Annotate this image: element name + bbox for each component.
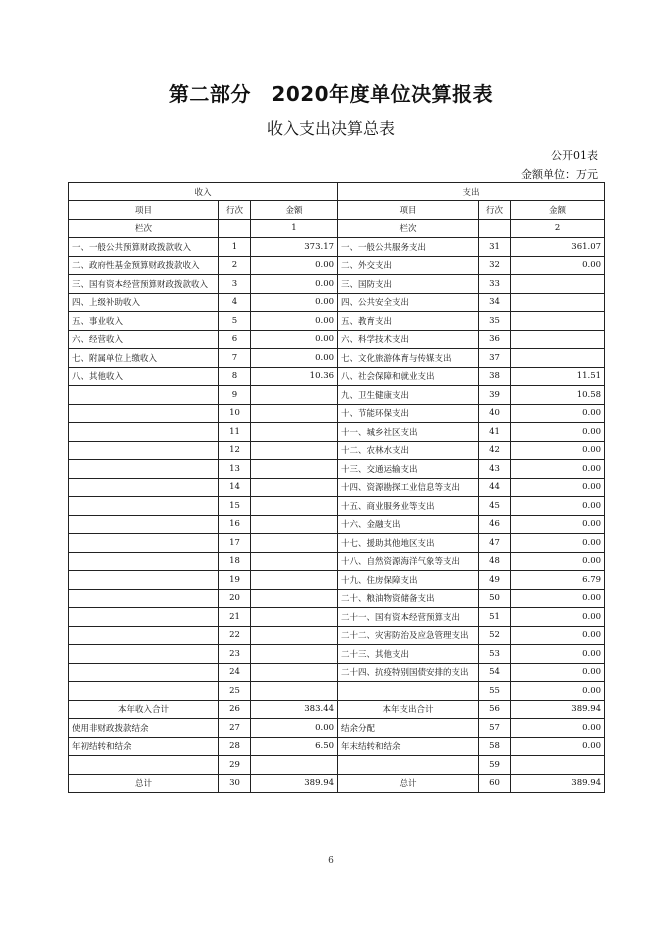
- expense-line-cell: 43: [479, 460, 511, 479]
- income-amount-cell: 0.00: [251, 275, 338, 294]
- income-column-blank: [219, 219, 251, 238]
- income-line-cell: 24: [219, 663, 251, 682]
- expense-item-cell: [338, 756, 479, 775]
- income-item-cell: [69, 404, 219, 423]
- expense-amount-cell: 11.51: [511, 367, 605, 386]
- income-amount-header: 金额: [251, 201, 338, 220]
- expense-item-cell: 三、国防支出: [338, 275, 479, 294]
- expense-amount-cell: 0.00: [511, 497, 605, 516]
- expense-line-cell: 60: [479, 774, 511, 793]
- income-line-cell: 20: [219, 589, 251, 608]
- table-row: [69, 386, 605, 405]
- table-row: [69, 626, 605, 645]
- income-amount-cell: [251, 423, 338, 442]
- table-row: [69, 367, 605, 386]
- income-item-cell: 八、其他收入: [69, 367, 219, 386]
- expense-line-cell: 53: [479, 645, 511, 664]
- expense-line-cell: 51: [479, 608, 511, 627]
- income-item-cell: 二、政府性基金预算财政拨款收入: [69, 256, 219, 275]
- income-line-cell: 2: [219, 256, 251, 275]
- expense-section-header: 支出: [338, 183, 605, 201]
- expense-line-cell: 35: [479, 312, 511, 331]
- income-amount-cell: 373.17: [251, 238, 338, 257]
- table-row: [69, 645, 605, 664]
- income-line-cell: 29: [219, 756, 251, 775]
- expense-item-cell: 十三、交通运输支出: [338, 460, 479, 479]
- income-line-header: 行次: [219, 201, 251, 220]
- income-amount-cell: [251, 552, 338, 571]
- income-item-cell: 使用非财政拨款结余: [69, 719, 219, 738]
- table-row: [69, 719, 605, 738]
- table-row: [69, 404, 605, 423]
- expense-item-cell: 十四、资源勘探工业信息等支出: [338, 478, 479, 497]
- expense-item-cell: 年末结转和结余: [338, 737, 479, 756]
- expense-line-cell: 59: [479, 756, 511, 775]
- income-amount-cell: 6.50: [251, 737, 338, 756]
- expense-column-blank: [479, 219, 511, 238]
- expense-line-cell: 55: [479, 682, 511, 701]
- expense-item-cell: 四、公共安全支出: [338, 293, 479, 312]
- income-line-cell: 28: [219, 737, 251, 756]
- income-item-header: 项目: [69, 201, 219, 220]
- expense-line-cell: 41: [479, 423, 511, 442]
- expense-line-cell: 40: [479, 404, 511, 423]
- income-amount-cell: 0.00: [251, 719, 338, 738]
- expense-item-cell: 九、卫生健康支出: [338, 386, 479, 405]
- table-row: [69, 497, 605, 516]
- expense-item-cell: 十五、商业服务业等支出: [338, 497, 479, 516]
- expense-amount-cell: [511, 293, 605, 312]
- expense-item-cell: 二十一、国有资本经营预算支出: [338, 608, 479, 627]
- income-line-cell: 26: [219, 700, 251, 719]
- table-row: [69, 774, 605, 793]
- expense-line-cell: 48: [479, 552, 511, 571]
- income-line-cell: 5: [219, 312, 251, 331]
- income-amount-cell: 0.00: [251, 330, 338, 349]
- expense-line-cell: 58: [479, 737, 511, 756]
- expense-line-cell: 36: [479, 330, 511, 349]
- expense-item-cell: 二十四、抗疫特别国债安排的支出: [338, 663, 479, 682]
- table-row: [69, 756, 605, 775]
- expense-amount-cell: [511, 312, 605, 331]
- expense-amount-cell: 0.00: [511, 423, 605, 442]
- income-item-cell: [69, 552, 219, 571]
- income-amount-cell: [251, 589, 338, 608]
- table-row: [69, 312, 605, 331]
- income-item-cell: [69, 756, 219, 775]
- income-amount-cell: 0.00: [251, 312, 338, 331]
- income-item-cell: 七、附属单位上缴收入: [69, 349, 219, 368]
- expense-line-cell: 37: [479, 349, 511, 368]
- expense-item-cell: 总计: [338, 774, 479, 793]
- income-item-cell: [69, 663, 219, 682]
- table-row: [69, 441, 605, 460]
- income-amount-cell: [251, 478, 338, 497]
- income-amount-cell: [251, 497, 338, 516]
- expense-line-cell: 47: [479, 534, 511, 553]
- income-item-cell: [69, 460, 219, 479]
- income-amount-cell: 0.00: [251, 349, 338, 368]
- table-row: [69, 238, 605, 257]
- income-item-cell: 五、事业收入: [69, 312, 219, 331]
- income-line-cell: 25: [219, 682, 251, 701]
- expense-item-cell: 六、科学技术支出: [338, 330, 479, 349]
- expense-item-cell: 十一、城乡社区支出: [338, 423, 479, 442]
- income-line-cell: 21: [219, 608, 251, 627]
- table-row: [69, 571, 605, 590]
- expense-line-cell: 57: [479, 719, 511, 738]
- expense-item-cell: [338, 682, 479, 701]
- income-amount-cell: [251, 682, 338, 701]
- expense-line-cell: 56: [479, 700, 511, 719]
- expense-item-cell: 二十二、灾害防治及应急管理支出: [338, 626, 479, 645]
- income-section-header: 收入: [69, 183, 338, 201]
- expense-line-cell: 49: [479, 571, 511, 590]
- expense-amount-cell: 0.00: [511, 515, 605, 534]
- table-row: [69, 515, 605, 534]
- income-item-cell: [69, 423, 219, 442]
- income-line-cell: 30: [219, 774, 251, 793]
- expense-amount-cell: 0.00: [511, 719, 605, 738]
- expense-amount-cell: [511, 330, 605, 349]
- expense-amount-cell: 0.00: [511, 737, 605, 756]
- expense-amount-cell: 0.00: [511, 478, 605, 497]
- expense-line-cell: 46: [479, 515, 511, 534]
- expense-amount-cell: 0.00: [511, 663, 605, 682]
- income-expense-table: [68, 182, 605, 793]
- income-line-cell: 16: [219, 515, 251, 534]
- expense-item-cell: 七、文化旅游体育与传媒支出: [338, 349, 479, 368]
- income-item-cell: [69, 534, 219, 553]
- income-line-cell: 22: [219, 626, 251, 645]
- income-amount-cell: [251, 663, 338, 682]
- income-item-cell: [69, 515, 219, 534]
- table-row: [69, 478, 605, 497]
- income-line-cell: 7: [219, 349, 251, 368]
- income-item-cell: [69, 589, 219, 608]
- expense-column-number: 2: [511, 219, 605, 238]
- expense-amount-cell: 389.94: [511, 700, 605, 719]
- expense-item-cell: 十二、农林水支出: [338, 441, 479, 460]
- table-row: [69, 534, 605, 553]
- expense-item-cell: 一、一般公共服务支出: [338, 238, 479, 257]
- table-row: [69, 330, 605, 349]
- income-amount-cell: [251, 515, 338, 534]
- table-row: [69, 293, 605, 312]
- income-line-cell: 8: [219, 367, 251, 386]
- income-amount-cell: 383.44: [251, 700, 338, 719]
- expense-line-cell: 45: [479, 497, 511, 516]
- expense-amount-cell: 6.79: [511, 571, 605, 590]
- report-title: 第二部分 2020年度单位决算报表: [168, 82, 494, 106]
- income-item-cell: 本年收入合计: [69, 700, 219, 719]
- expense-amount-cell: 0.00: [511, 589, 605, 608]
- expense-item-cell: 十六、金融支出: [338, 515, 479, 534]
- report-subtitle: 收入支出决算总表: [266, 119, 395, 138]
- expense-amount-cell: 0.00: [511, 626, 605, 645]
- income-item-cell: 四、上级补助收入: [69, 293, 219, 312]
- income-amount-cell: [251, 534, 338, 553]
- income-line-cell: 12: [219, 441, 251, 460]
- income-line-cell: 1: [219, 238, 251, 257]
- income-item-cell: 六、经营收入: [69, 330, 219, 349]
- income-line-cell: 11: [219, 423, 251, 442]
- table-row: [69, 737, 605, 756]
- income-item-cell: [69, 571, 219, 590]
- expense-line-cell: 32: [479, 256, 511, 275]
- income-amount-cell: [251, 404, 338, 423]
- expense-line-cell: 33: [479, 275, 511, 294]
- income-amount-cell: [251, 645, 338, 664]
- table-row: [69, 275, 605, 294]
- income-item-cell: 一、一般公共预算财政拨款收入: [69, 238, 219, 257]
- expense-line-cell: 38: [479, 367, 511, 386]
- table-row: [69, 552, 605, 571]
- expense-item-cell: 五、教育支出: [338, 312, 479, 331]
- income-line-cell: 9: [219, 386, 251, 405]
- income-item-cell: [69, 441, 219, 460]
- income-column-label: 栏次: [69, 219, 219, 238]
- income-item-cell: [69, 626, 219, 645]
- expense-item-cell: 十八、自然资源海洋气象等支出: [338, 552, 479, 571]
- expense-amount-cell: 0.00: [511, 645, 605, 664]
- income-item-cell: [69, 386, 219, 405]
- income-line-cell: 13: [219, 460, 251, 479]
- expense-amount-cell: 0.00: [511, 552, 605, 571]
- expense-amount-cell: 0.00: [511, 534, 605, 553]
- income-item-cell: [69, 682, 219, 701]
- expense-item-cell: 十九、住房保障支出: [338, 571, 479, 590]
- expense-amount-cell: 0.00: [511, 404, 605, 423]
- table-row: [69, 589, 605, 608]
- income-amount-cell: 0.00: [251, 256, 338, 275]
- expense-line-cell: 44: [479, 478, 511, 497]
- income-amount-cell: 389.94: [251, 774, 338, 793]
- income-item-cell: 总计: [69, 774, 219, 793]
- income-item-cell: [69, 478, 219, 497]
- table-row: [69, 423, 605, 442]
- table-row: [69, 682, 605, 701]
- income-amount-cell: [251, 386, 338, 405]
- income-amount-cell: [251, 608, 338, 627]
- expense-amount-cell: 0.00: [511, 608, 605, 627]
- expense-line-cell: 54: [479, 663, 511, 682]
- income-item-cell: 三、国有资本经营预算财政拨款收入: [69, 275, 219, 294]
- expense-item-header: 项目: [338, 201, 479, 220]
- income-line-cell: 17: [219, 534, 251, 553]
- expense-amount-cell: 389.94: [511, 774, 605, 793]
- income-line-cell: 6: [219, 330, 251, 349]
- expense-amount-cell: [511, 756, 605, 775]
- page-number: 6: [328, 856, 334, 866]
- income-item-cell: [69, 645, 219, 664]
- income-amount-cell: 0.00: [251, 293, 338, 312]
- expense-column-label: 栏次: [338, 219, 479, 238]
- expense-amount-header: 金额: [511, 201, 605, 220]
- income-amount-cell: [251, 460, 338, 479]
- income-amount-cell: [251, 626, 338, 645]
- income-line-cell: 15: [219, 497, 251, 516]
- income-line-cell: 18: [219, 552, 251, 571]
- income-column-number: 1: [251, 219, 338, 238]
- expense-item-cell: 八、社会保障和就业支出: [338, 367, 479, 386]
- expense-amount-cell: [511, 275, 605, 294]
- expense-amount-cell: 10.58: [511, 386, 605, 405]
- expense-amount-cell: 0.00: [511, 256, 605, 275]
- expense-line-cell: 42: [479, 441, 511, 460]
- income-amount-cell: 10.36: [251, 367, 338, 386]
- table-row: [69, 460, 605, 479]
- table-row: [69, 663, 605, 682]
- expense-amount-cell: 0.00: [511, 441, 605, 460]
- expense-amount-cell: 0.00: [511, 682, 605, 701]
- income-line-cell: 19: [219, 571, 251, 590]
- income-line-cell: 3: [219, 275, 251, 294]
- expense-line-cell: 39: [479, 386, 511, 405]
- income-amount-cell: [251, 441, 338, 460]
- expense-item-cell: 二十、粮油物资储备支出: [338, 589, 479, 608]
- expense-line-cell: 50: [479, 589, 511, 608]
- expense-amount-cell: 0.00: [511, 460, 605, 479]
- income-item-cell: 年初结转和结余: [69, 737, 219, 756]
- income-line-cell: 14: [219, 478, 251, 497]
- expense-amount-cell: 361.07: [511, 238, 605, 257]
- expense-line-cell: 31: [479, 238, 511, 257]
- expense-line-cell: 34: [479, 293, 511, 312]
- expense-item-cell: 二十三、其他支出: [338, 645, 479, 664]
- table-row: [69, 700, 605, 719]
- expense-amount-cell: [511, 349, 605, 368]
- income-line-cell: 27: [219, 719, 251, 738]
- expense-item-cell: 十、节能环保支出: [338, 404, 479, 423]
- income-amount-cell: [251, 756, 338, 775]
- income-item-cell: [69, 497, 219, 516]
- expense-line-header: 行次: [479, 201, 511, 220]
- income-line-cell: 23: [219, 645, 251, 664]
- amount-unit: 金额单位：万元: [521, 168, 598, 181]
- income-line-cell: 4: [219, 293, 251, 312]
- table-row: [69, 256, 605, 275]
- expense-item-cell: 十七、援助其他地区支出: [338, 534, 479, 553]
- expense-line-cell: 52: [479, 626, 511, 645]
- income-line-cell: 10: [219, 404, 251, 423]
- expense-item-cell: 本年支出合计: [338, 700, 479, 719]
- income-amount-cell: [251, 571, 338, 590]
- form-code: 公开01表: [551, 149, 598, 162]
- expense-item-cell: 二、外交支出: [338, 256, 479, 275]
- expense-item-cell: 结余分配: [338, 719, 479, 738]
- table-row: [69, 349, 605, 368]
- income-item-cell: [69, 608, 219, 627]
- table-row: [69, 608, 605, 627]
